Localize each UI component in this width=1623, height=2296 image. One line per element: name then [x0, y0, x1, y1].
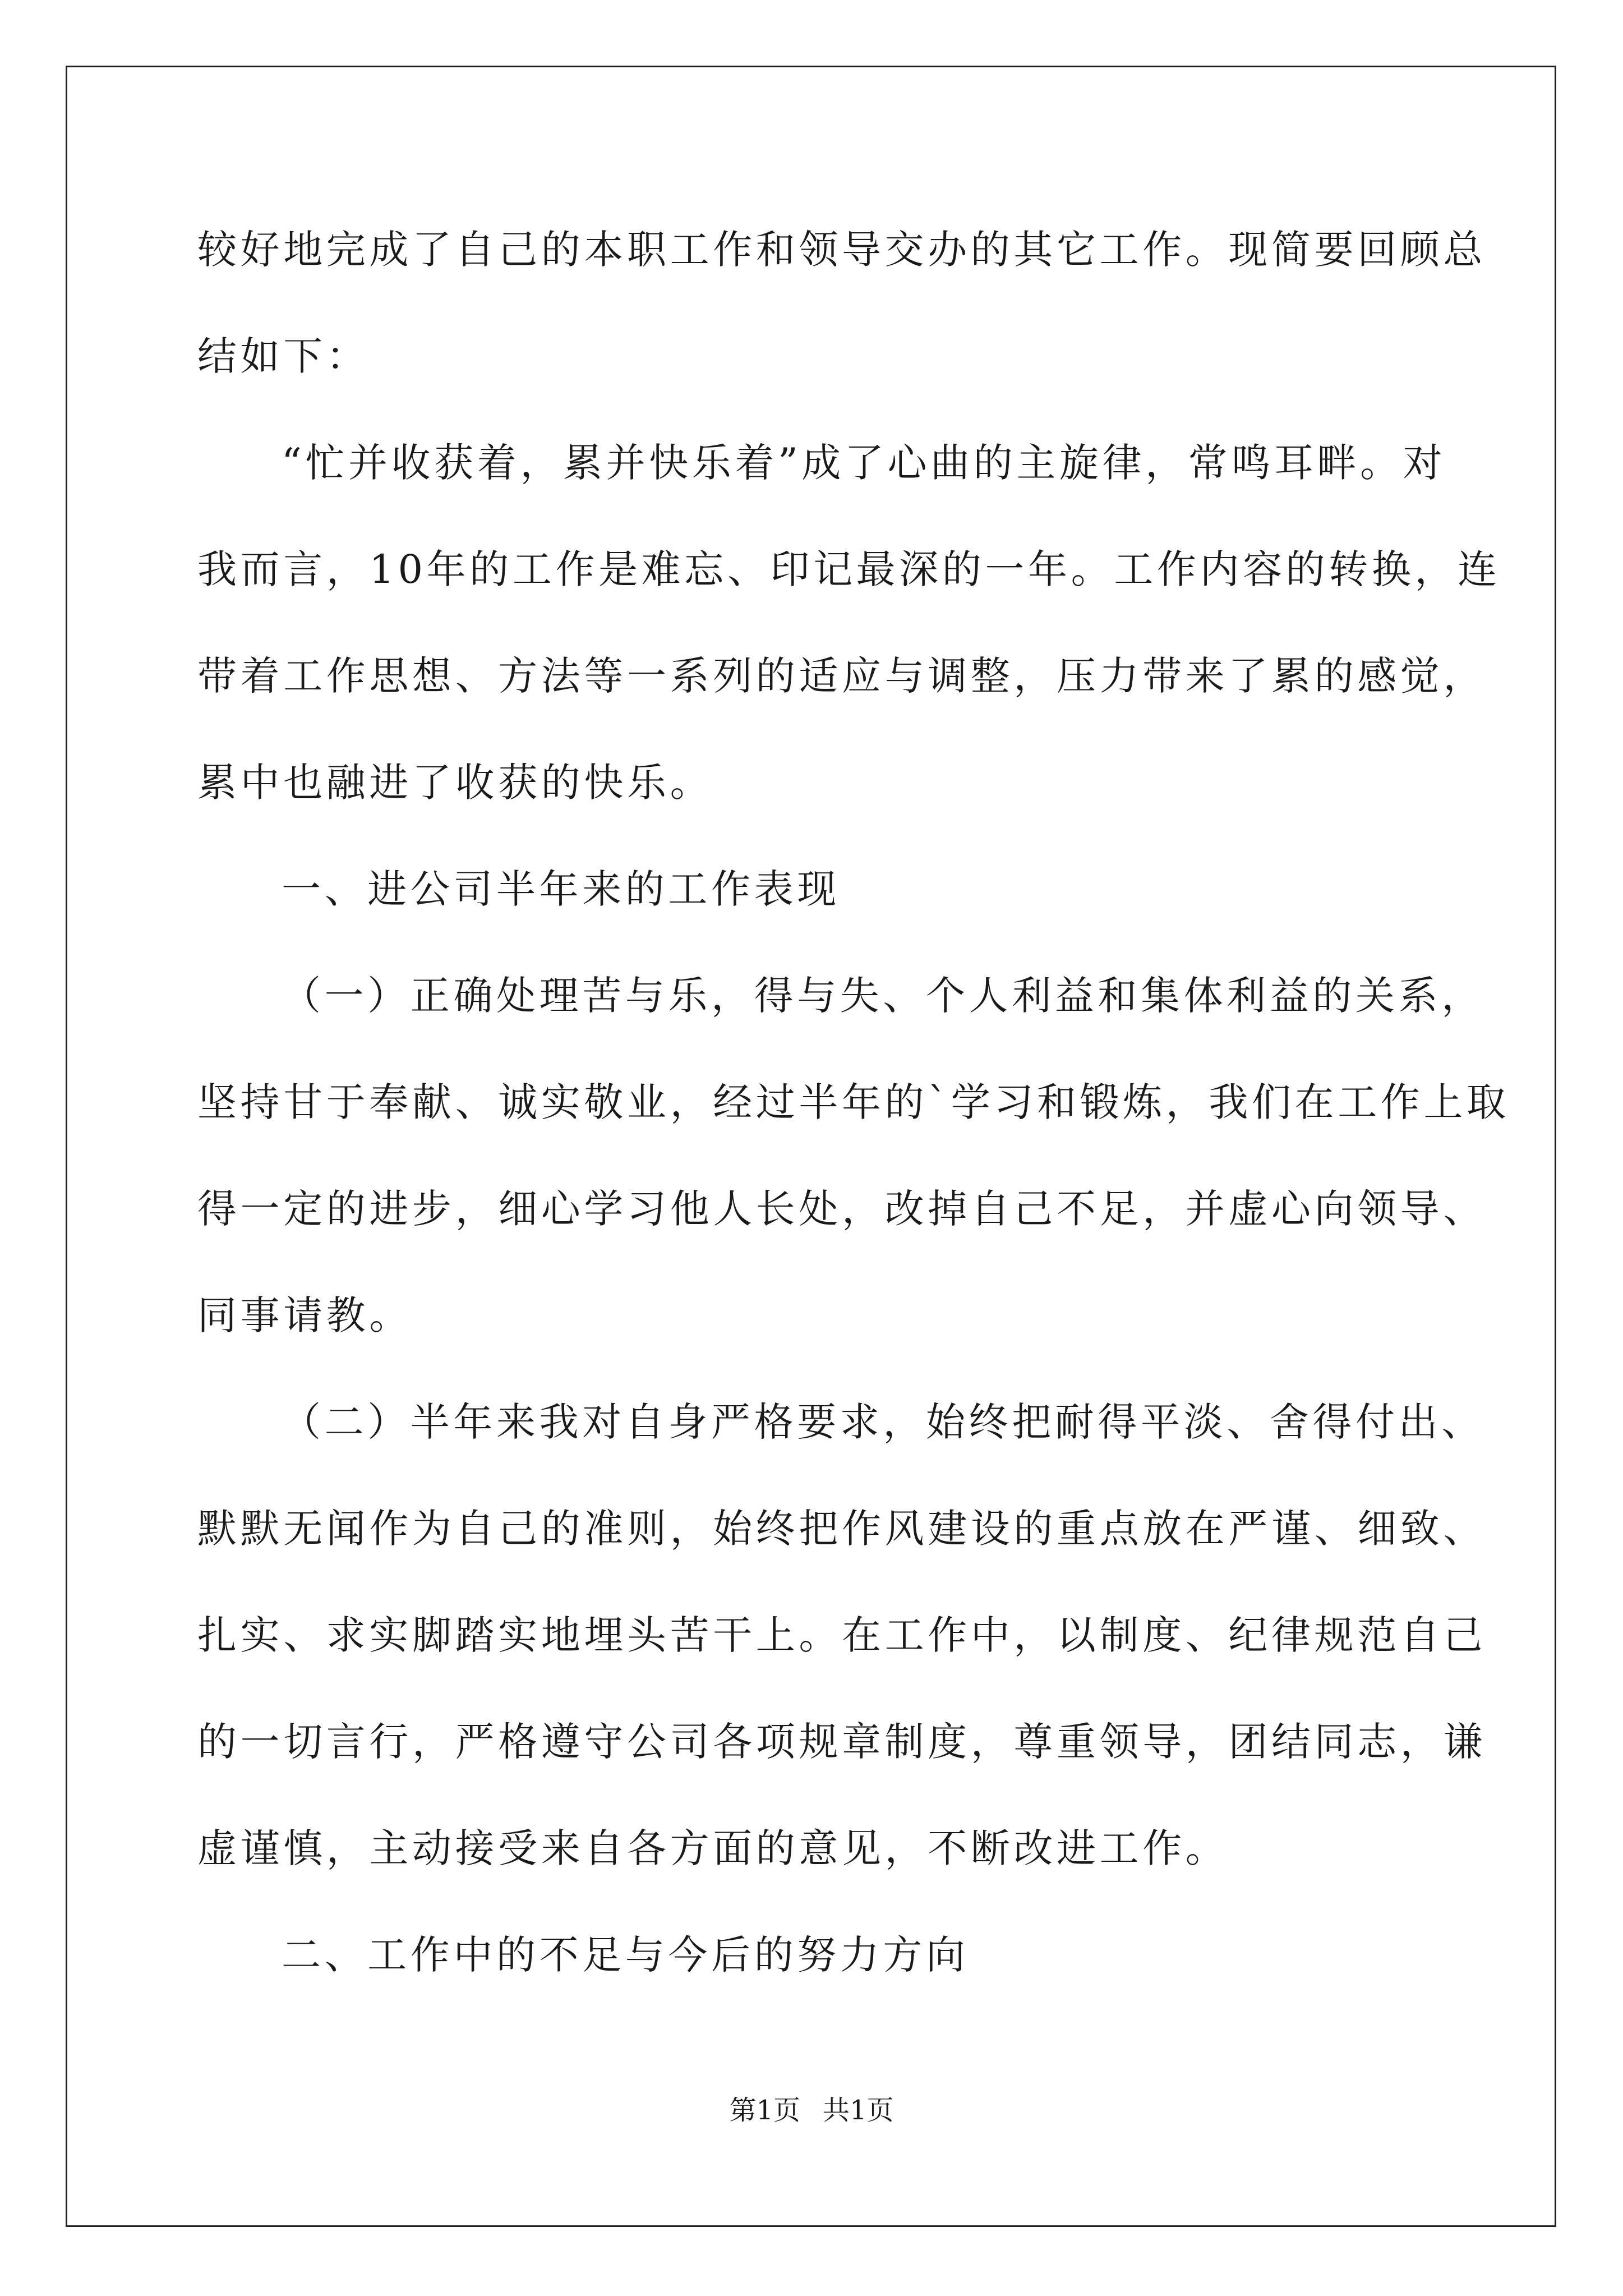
body-line: 得一定的进步，细心学习他人长处，改掉自己不足，并虚心向领导、: [197, 1186, 1486, 1232]
body-line: 结如下：: [197, 333, 370, 379]
body-line: “忙并收获着，累并快乐着”成了心曲的主旋律，常鸣耳畔。对: [282, 440, 1446, 486]
body-line: 带着工作思想、方法等一系列的适应与调整，压力带来了累的感觉，: [197, 653, 1486, 699]
page-footer: [0, 2093, 1623, 2127]
body-line: 累中也融进了收获的快乐。: [197, 760, 713, 806]
body-line: 扎实、求实脚踏实地埋头苦干上。在工作中，以制度、纪律规范自己: [197, 1612, 1486, 1658]
body-line: （二）半年来我对自身严格要求，始终把耐得平淡、舍得付出、: [282, 1399, 1484, 1445]
body-line: 虚谨慎，主动接受来自各方面的意见，不断改进工作。: [197, 1825, 1229, 1871]
page-number: 第1页: [729, 2095, 800, 2126]
page-total: 共1页: [823, 2095, 894, 2126]
section-heading: 二、工作中的不足与今后的努力方向: [282, 1932, 969, 1978]
body-line: 我而言，10年的工作是难忘、印记最深的一年。工作内容的转换，连: [197, 546, 1501, 592]
body-line: 较好地完成了自己的本职工作和领导交办的其它工作。现简要回顾总: [197, 227, 1486, 273]
body-line: 同事请教。: [197, 1292, 412, 1338]
body-line: 默默无闻作为自己的准则，始终把作风建设的重点放在严谨、细致、: [197, 1506, 1486, 1552]
document-body: [197, 208, 1510, 2019]
body-line: 坚持甘于奉献、诚实敬业，经过半年的`学习和锻炼，我们在工作上取: [197, 1079, 1510, 1125]
section-heading: 一、进公司半年来的工作表现: [282, 866, 840, 912]
body-line: （一）正确处理苦与乐，得与失、个人利益和集体利益的关系，: [282, 973, 1484, 1019]
body-line: 的一切言行，严格遵守公司各项规章制度，尊重领导，团结同志，谦: [197, 1719, 1486, 1765]
